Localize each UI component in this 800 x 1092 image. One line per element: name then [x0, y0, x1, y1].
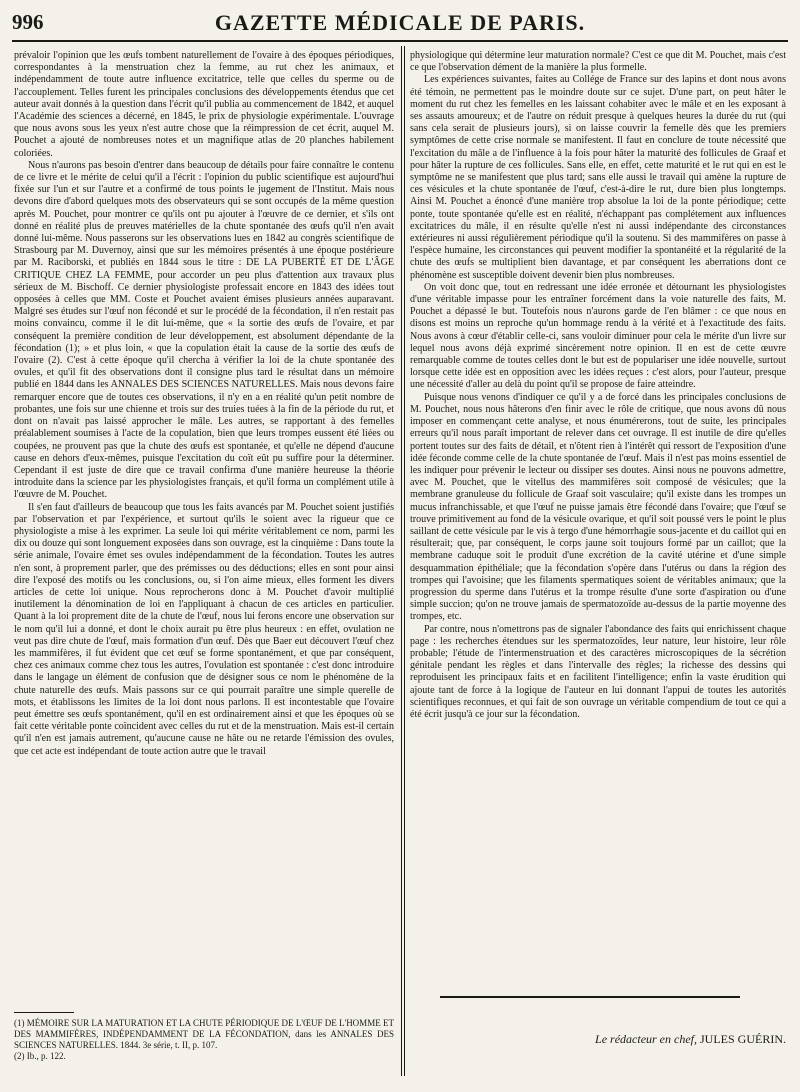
article-end-rule — [440, 996, 740, 998]
paragraph: prévaloir l'opinion que les œufs tombent naturellement de l'ovaire à des époques périodiques, correspondantes à la menstruation chez la femme, au rut chez les animaux, et indépendamment de toute autre influence excitatrice, telle que celles du sperme ou de l'accouplement. Telles furent les principales conclusions des développements étendus que cet auteur avait donnés à la question dans l'écrit qu'il publia au commencement de 1842, et auquel l'Académie des sciences a décerné, en 1845, le prix de physiologie expérimentale. L'ouvrage que nous avons sous les yeux n'est autre chose que la réimpression de cet écrit, auquel M. Pouchet a ajouté de nombreuses notes et un magnifique atlas de 20 planches habilement coloriées. — [14, 50, 394, 159]
footnote: (2) Ib., p. 122. — [14, 1051, 66, 1061]
paragraph: Les expériences suivantes, faites au Collége de France sur des lapins et dont nous avons été témoin, ne permettent pas le moindre doute sur ce sujet. D'une part, on peut hâter le moment du rut chez les femelles en les laissant cohabiter avec le mâle et en les exposant à ses assauts amoureux; et de l'autre on réduit presque à quelques heures la durée du rut (qui sans cela serait de plusieurs jours), si on laisse couvrir la femelle dès que les premiers symptômes de cette crise normale se manifestent. Il faut en conclure de toute nécessité que l'excitation du mâle a de l'influence à la fois pour hâter la maturité des follicules de Graaf et pour hâter la rupture de ces follicules. Sans elle, en effet, cette maturité et le rut qui en est le symptôme ne se manifestent que plus tard; sans elle aussi le travail qui amène la rupture de ces vésicules et la chute spontanée de l'œuf, c'est-à-dire le rut, dure bien plus longtemps. Ainsi M. Pouchet a énoncé d'une manière trop absolue la loi de la ponte périodique; cette ponte, toute spontanée qu'elle est en réalité, n'échappant pas complétement aux influences excitatrices du mâle, il en résulte qu'elle n'est ni aussi indépendante des circonstances extérieures ni aussi régulièrement périodique qu'il la soutenu. Si des mammifères on passe à l'espèce humaine, les circonstances qui peuvent modifier la spontanéité et la régularité de la chute des œufs se multiplient bien davantage, et par conséquent les aberrations dont ce phénomène est susceptible doivent devenir bien plus nombreuses. — [410, 74, 786, 281]
paragraph: physiologique qui détermine leur maturation normale? C'est ce que dit M. Pouchet, mais c'est ce que l'observation dément de la manière la plus formelle. — [410, 50, 786, 74]
page-header — [12, 6, 788, 42]
page-number: 996 — [12, 10, 44, 34]
paragraph: Par contre, nous n'omettrons pas de signaler l'abondance des faits qui enrichissent chaque page : les recherches étendues sur les spermatozoïdes, leur nature, leur histoire, leur rôle probable; l'étude de l'intermenstruation et des caractères microscopiques de la sécrétion génitale pendant les règles et dans l'intervalle des règles; la richesse des dessins qui reproduisent les principaux faits et en facilitent l'intelligence; enfin la vaste érudition qui ajoute tant de force à la logique de l'auteur en lui donnant l'appui de toutes les autorités scientifiques reconnues, et qui fait de son ouvrage un véritable compendium de tout ce qui a été écrit jusqu'à ce jour sur la fécondation. — [410, 623, 786, 720]
signature-role: Le rédacteur en chef, — [595, 1032, 697, 1046]
column-divider — [401, 46, 402, 1076]
paragraph: Puisque nous venons d'indiquer ce qu'il y a de forcé dans les principales conclusions de M. Pouchet, nous nous hâterons d'en finir avec le rôle de critique, que nous avons dû nous imposer en commençant cette analyse, et nous énumérerons, tout de suite, les principales erreurs qu'il nous paraît important de relever dans cet ouvrage. Il est inutile de dire qu'elles portent toutes sur des faits de détail, et n'ôtent rien à l'intérêt qui ressort de l'exposition d'une idée féconde comme celle de la chute spontanée de l'œuf. Mais il n'est pas moins essentiel de les indiquer pour prévenir le lecteur ou dissiper ses doutes. Ainsi nous ne pouvons admettre, avec M. Pouchet, que le vitellus des mammifères soit composé de vésicules; que la membrane granuleuse du follicule de Graaf soit vasculaire; qu'il existe dans les trompes un mucus infranchissable, et que l'œuf ne puisse jamais être fécondé dans l'ovaire; que l'œuf se trouve primitivement au fond de la vésicule ovarique, et qu'il soit poussé vers le point le plus saillant de cette vésicule par le vis à tergo d'une hémorrhagie sous-jacente et du caillot qui en résulterait; que, par conséquent, le corps jaune soit toujours formé par un caillot; que la membrane caduque soit le produit d'une excrétion de la cavité utérine et d'une simple desquammation épithéliale; que la fécondation s'opère dans l'utérus ou dans la région des trompes qui l'avoisine; que les filaments spermatiques soient de véritables animaux; que la progression du sperme dans l'utérus et la trompe résulte d'une sorte d'aspiration ou d'une simple succion; qu'on ne trouve jamais de spermatozoïde au-dessus de la partie moyenne des trompes, etc. — [410, 391, 786, 623]
column-divider — [404, 46, 405, 1076]
left-column — [14, 50, 394, 758]
editor-signature — [410, 1032, 786, 1047]
right-column — [410, 50, 786, 721]
signature-name: JULES GUÉRIN. — [700, 1032, 786, 1046]
journal-title: GAZETTE MÉDICALE DE PARIS. — [214, 10, 586, 35]
paragraph: On voit donc que, tout en redressant une idée erronée et détournant les physiologistes d'une véritable impasse pour les entraîner forcément dans la voie naturelle des faits, M. Pouchet a dépassé le but. Toutefois nous n'aurons garde de l'en blâmer : ce que nous en disons est moins un reproche qu'un hommage rendu à la vérité et à l'exactitude des faits. Nous avons à cœur d'établir celle-ci, sans vouloir diminuer pour cela le mérite d'un livre sur lequel nous avons déjà exprimé sincèrement notre opinion. Il en est de cette œuvre remarquable comme de toutes celles dont le but est de populariser une idée nouvelle, surtout lorsque cette idée est en opposition avec les idées reçues : c'est alors, pour l'auteur, presque une nécessité d'aller au delà du point qu'il se propose de faire atteindre. — [410, 281, 786, 391]
footnote: (1) MÉMOIRE SUR LA MATURATION ET LA CHUTE PÉRIODIQUE DE L'ŒUF DE L'HOMME ET DES MAMMIFÈRES, INDÉPENDAMMENT DE LA FÉCONDATION, dans les ANNALES DES SCIENCES NATURELLES. 1844. 3e série, t. II, p. 107. — [14, 1018, 394, 1050]
footnotes — [14, 1018, 394, 1062]
paragraph: Il s'en faut d'ailleurs de beaucoup que tous les faits avancés par M. Pouchet soient justifiés par l'observation et par l'expérience, et surtout qu'ils le soient avec la rigueur que ce physiologiste a mise à les exprimer. La seule loi qui mérite véritablement ce nom, parmi les dix ou douze qui sont longuement exposées dans son ouvrage, est la cinquième : Dans toute la série animale, l'ovaire émet ses ovules indépendamment de la fécondation. Toutes les autres n'en sont, à proprement parler, que des prémisses ou des déductions; elles en sont pour ainsi dire l'exposé des motifs ou les conclusions, ou, si l'on aime mieux, elles forment les divers articles de cette loi unique. Nous reprocherons donc à M. Pouchet d'avoir multiplié inutilement la dénomination de loi en l'appliquant à chacun de ces articles en particulier. Quant à la loi proprement dite de la chute de l'œuf, nous lui ferons encore une observation sur le nom qu'il lui a donné, et dont le choix aurait pu être plus heureux : en effet, ovulation ne veut pas dire chute de l'œuf, mais formation d'un œuf. Dès que Baer eut découvert l'œuf chez les mammifères, il fut évident que cet œuf se forme spontanément, et que par conséquent, chez ces animaux comme chez tous les autres, l'ovulation est spontanée : c'est donc introduire dans le langage un élément de confusion que de désigner sous ce nom le phénomène de la chute naturelle des œufs. Mais passons sur ce qui pourrait paraître une simple querelle de mots, et établissons les limites de la loi dont nous parlons. Il est incontestable que l'ovaire peut émettre ses œufs spontanément, qu'il en est ordinairement ainsi et que les époques où se fait cette véritable ponte coïncident avec celles du rut et de la menstruation. Mais est-il certain qu'il n'en est jamais autrement, qu'aucune cause ne hâte ou ne retarde l'émission des ovules, que cet acte est indépendant de toute action autre que le travail — [14, 501, 394, 757]
footnote-divider — [14, 1012, 74, 1013]
paragraph: Nous n'aurons pas besoin d'entrer dans beaucoup de détails pour faire connaître le contenu de ce livre et le mérite de celui qu'il a l'écrit : l'opinion du public scientifique est aujourd'hui fixée sur l'un et sur l'autre et a confirmé de tous points le jugement de l'Institut. Mais nous devons dire d'abord quelques mots des observateurs qui se sont occupés de la même question après M. Pouchet, pour montrer ce qu'ils ont pu ajouter à l'œuvre de ce dernier, et s'ils ont donné en réalité plus de preuves matérielles de la chute spontanée des œufs qu'il n'en avait donné lui-même. Nous passerons sur les observations lues en 1842 au congrès scientifique de Strasbourg par M. Duvernoy, ainsi que sur les mémoires présentés à une époque postérieure par M. Raciborski, et publiés en 1844 sous le titre : DE LA PUBERTÉ ET DE L'ÂGE CRITIQUE CHEZ LA FEMME, pour accorder un peu plus d'attention aux travaux plus sérieux de M. Bischoff. Ce dernier physiologiste professait encore en 1843 des idées tout opposées à celles que MM. Coste et Pouchet avaient émises plusieurs années auparavant. Malgré ses études sur l'œuf non fécondé et sur le procédé de la fécondation, il n'en restait pas moins convaincu, comme il le dit lui-même, que « la sortie des œufs de l'ovaire, et par conséquent la première condition de leur développement, est absolument dépendante de la fécondation (1); » et plus loin, « que la copulation était la cause de la sortie des œufs de l'ovaire (2). C'est à cette époque qu'il chercha à vérifier la loi de la chute spontanée des ovules, et qu'il fit des observations dont il consigne plus tard le résultat dans un mémoire publié en 1844 dans les ANNALES DES SCIENCES NATURELLES. Mais nous devons faire remarquer encore que de toutes ces observations, il n'y en a en réalité qu'un petit nombre de probantes, une fois sur une chienne et trois sur des truies tuées à la fin de la période du rut, et dont on n'avait pas laissé approcher le mâle. Les autres, se rapportant à des femelles préalablement soumises à l'acte de la copulation, bien que leurs trompes eussent été liées ou coupées, ne prouvent pas que la chute des œufs est spontanée, et qu'elle ne dépend d'aucune cause en dehors d'eux-mêmes, puisque l'excitation du coït eût pu suffire pour la déterminer. Cependant il est juste de dire que ce travail confirma d'une manière heureuse la théorie introduite dans la science par les physiologistes français, et qu'il forma un complément utile à l'œuvre de M. Pouchet. — [14, 159, 394, 501]
